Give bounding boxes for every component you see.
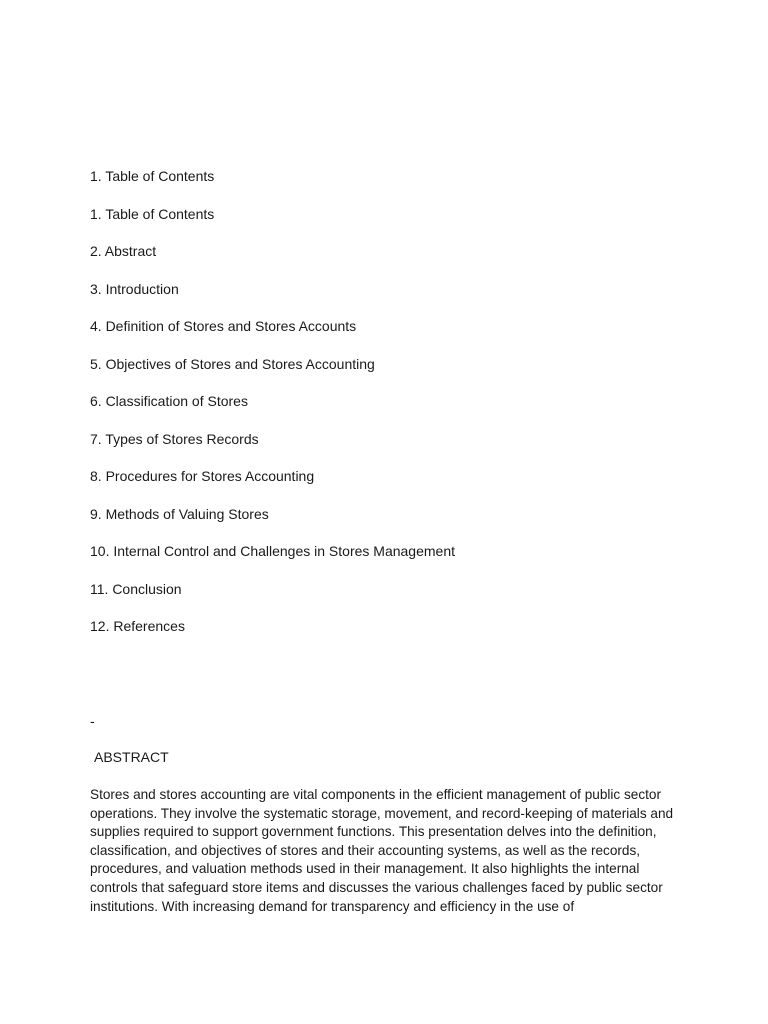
toc-item: 7. Types of Stores Records — [90, 430, 259, 447]
toc-item: 2. Abstract — [90, 243, 157, 259]
toc-item: 10. Internal Control and Challenges in Stores Management — [90, 543, 455, 559]
table-of-contents — [90, 167, 690, 655]
toc-item: 3. Introduction — [90, 280, 179, 297]
toc-item: 11. Conclusion — [90, 580, 182, 597]
section-separator: - — [90, 713, 95, 729]
toc-item: 5. Objectives of Stores and Stores Accounting — [90, 355, 375, 372]
toc-item: 9. Methods of Valuing Stores — [90, 505, 269, 522]
toc-item: 12. References — [90, 618, 185, 634]
abstract-paragraph: Stores and stores accounting are vital components in the efficient management of public sector operations. They involve the systematic storage, movement, and record-keeping of materials and supplies required to support government functions. This presentation delves into the definition, classification, and objectives of stores and their accounting systems, as well as the records, procedures, and valuation methods used in their management. It also highlights the internal controls that safeguard store items and discusses the various challenges faced by public sector institutions. With increasing demand for transparency and efficiency in the use of — [90, 787, 674, 914]
toc-item: 4. Definition of Stores and Stores Accounts — [90, 318, 357, 334]
toc-item: 1. Table of Contents — [90, 205, 215, 222]
toc-item: 8. Procedures for Stores Accounting — [90, 468, 315, 484]
abstract-heading: ABSTRACT — [94, 749, 169, 765]
toc-item: 1. Table of Contents — [90, 168, 215, 184]
toc-item: 6. Classification of Stores — [90, 393, 248, 409]
